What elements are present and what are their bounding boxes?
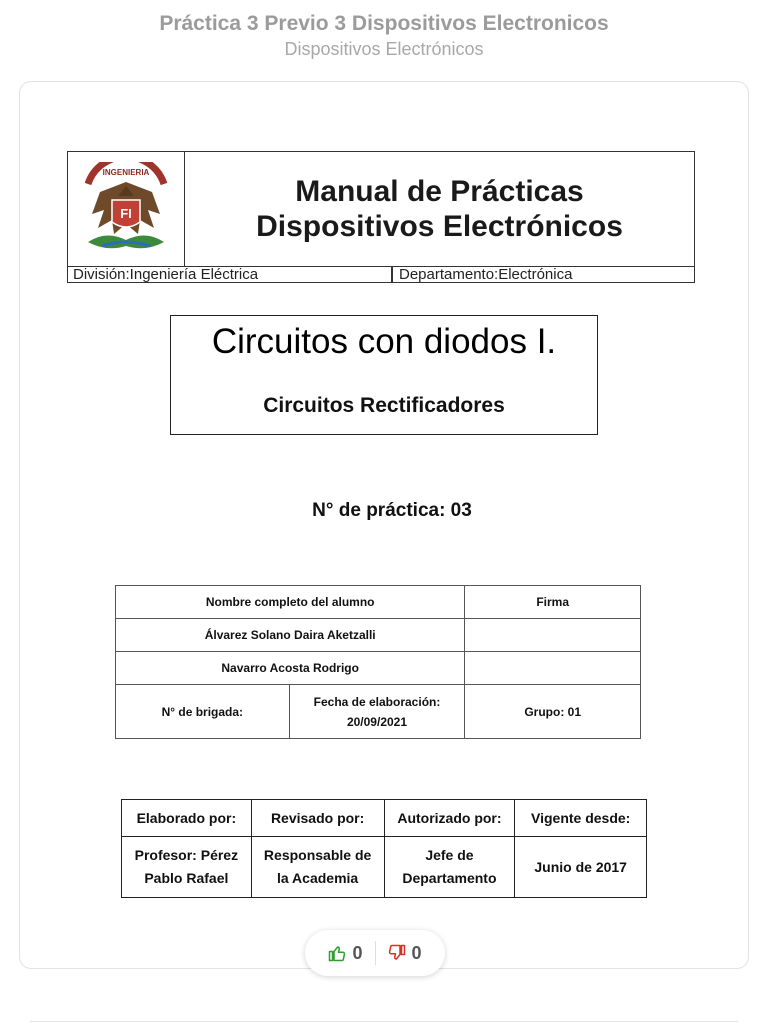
- approval-line: Jefe de: [425, 847, 474, 863]
- thumbs-up-icon: [328, 944, 346, 962]
- table-row: [122, 800, 647, 837]
- manual-title: [185, 152, 694, 266]
- upvote-button[interactable]: [328, 943, 362, 964]
- date-cell: [289, 685, 465, 739]
- manual-header: [67, 151, 695, 283]
- downvote-count: 0: [411, 942, 422, 963]
- engineering-seal-icon: [82, 162, 170, 254]
- thumbs-down-icon: [388, 944, 406, 962]
- approval-line: Profesor: Pérez: [134, 847, 239, 863]
- table-row: [116, 619, 641, 652]
- approval-cell: [122, 837, 252, 898]
- table-row: [116, 586, 641, 619]
- approval-line: Junio de 2017: [534, 858, 627, 875]
- footer-divider: [30, 1021, 738, 1022]
- date-value: 20/09/2021: [346, 714, 408, 729]
- manual-info-row: [68, 266, 694, 282]
- vote-divider: [375, 941, 376, 965]
- approval-cell: [515, 837, 647, 898]
- downvote-button[interactable]: [388, 943, 422, 964]
- manual-title-line1: Manual de Prácticas: [295, 175, 584, 208]
- approval-line: Pablo Rafael: [144, 870, 229, 886]
- student-name: Navarro Acosta Rodrigo: [116, 652, 465, 685]
- signature-cell: [465, 619, 641, 652]
- group-label: Grupo: 01: [465, 685, 641, 739]
- approval-header: Vigente desde:: [515, 800, 647, 837]
- department-label: Departamento:Electrónica: [399, 266, 573, 283]
- approval-line: Responsable de: [263, 847, 372, 863]
- topic-subtitle: Circuitos Rectificadores: [263, 394, 505, 417]
- approval-cell: [384, 837, 515, 898]
- signature-cell: [465, 652, 641, 685]
- student-name: Álvarez Solano Daira Aketzalli: [116, 619, 465, 652]
- manual-title-line2: Dispositivos Electrónicos: [256, 210, 623, 243]
- students-table: [115, 585, 641, 739]
- table-header-signature: Firma: [465, 586, 641, 619]
- divider: [391, 267, 393, 283]
- document-title: Práctica 3 Previo 3 Dispositivos Electronicos: [159, 12, 609, 35]
- approval-cell: [251, 837, 384, 898]
- logo-text: INGENIERIA: [102, 168, 150, 177]
- upvote-count: 0: [352, 942, 363, 963]
- practice-number: N° de práctica: 03: [312, 500, 472, 521]
- brigade-label: N° de brigada:: [116, 685, 290, 739]
- table-row: [116, 685, 641, 739]
- faculty-logo: [68, 152, 185, 266]
- vote-widget: [305, 930, 445, 976]
- topic-box: [170, 315, 598, 435]
- date-label: Fecha de elaboración:: [313, 694, 441, 709]
- division-label: División:Ingeniería Eléctrica: [73, 266, 259, 283]
- table-header-name: Nombre completo del alumno: [116, 586, 465, 619]
- table-row: [116, 652, 641, 685]
- document-subtitle[interactable]: Dispositivos Electrónicos: [284, 39, 484, 59]
- approval-line: Departamento: [402, 870, 497, 886]
- approval-header: Autorizado por:: [384, 800, 515, 837]
- approval-header: Elaborado por:: [122, 800, 252, 837]
- approvals-table: [121, 799, 647, 898]
- table-row: [122, 837, 647, 898]
- approval-line: la Academia: [277, 870, 359, 886]
- topic-title: Circuitos con diodos I.: [211, 322, 557, 361]
- approval-header: Revisado por:: [251, 800, 384, 837]
- svg-text:FI: FI: [120, 206, 132, 221]
